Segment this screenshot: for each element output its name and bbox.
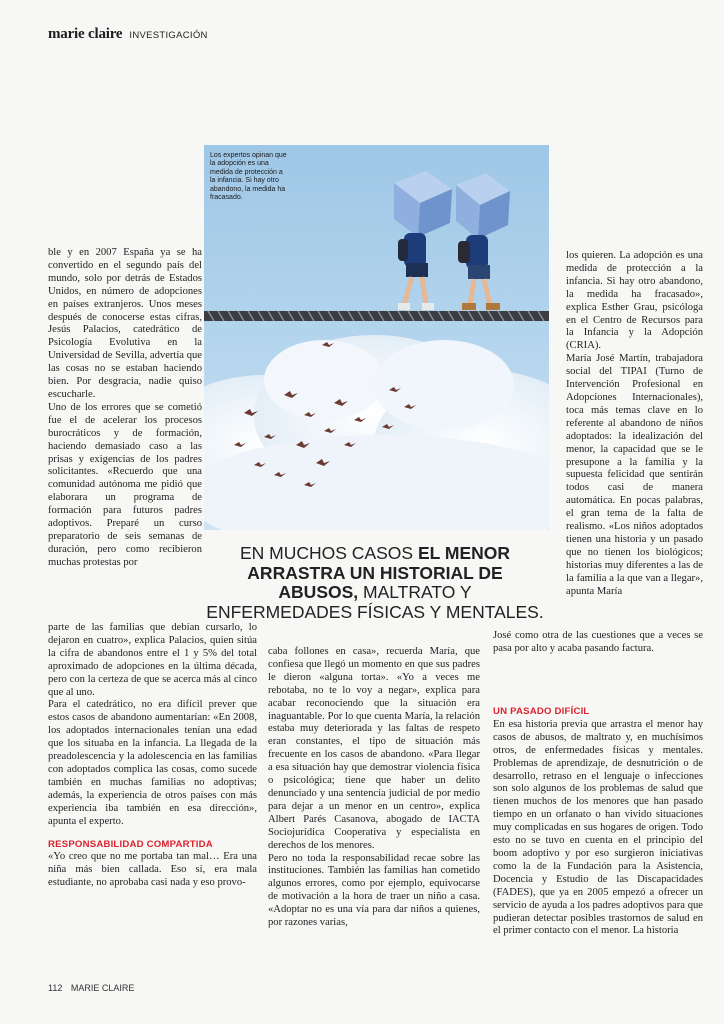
- photo-caption: Los expertos opinan que la adopción es una medida de protección a la infancia. Si hay otro abandono, la medida ha fracasado.: [210, 152, 287, 202]
- column-2: [268, 646, 480, 930]
- page-header: [48, 25, 208, 43]
- column-3-top: [566, 250, 703, 598]
- pull-quote-bold: ARRASTRA UN HISTORIAL DE: [247, 562, 503, 583]
- paragraph: caba follones en casa», recuerda María, que confiesa que llegó un momento en que sus padres le dieron «alguna torta». «Yo a veces me rebotaba, no te lo voy a negar», explica para acabar reconociendo que la situación era inaguantable. Por lo que cuenta María, la relación estaba muy deteriorada y las faltas de respeto eran constantes, el tipo de situación más frecuente en los casos de abandono. «Para llegar a esa situación hay que demostrar violencia física o psicológica; tiene que haber un delito denunciado y una sentencia judicial de por medio para dejar a un menor en un centro», explica Albert Parés Casanova, abogado de IACTA Sociojurídica Cooperativa y especialista en derechos de los menores.: [268, 646, 480, 851]
- paragraph: Para el catedrático, no era difícil prever que estos casos de abandono aumentarían: «En 2008, los adoptados internacionales tenían una edad que los situaba en la infancia. La llegada de la preadolescencia y la adolescencia en las familias con adoptados complica las cosas, como sucede también en muchas familias no adoptivas; además, la experiencia de otros países con más experiencia iba también en esa dirección», apunta el experto.: [48, 699, 257, 827]
- paragraph: Uno de los errores que se cometió fue el de acelerar los procesos burocráticos y de formación, haciendo demasiado caso a las prisas y exigencias de los padres solicitantes. «Recuerdo que una comunidad autónoma me pidió que elaborara un programa de formación para futuros padres adoptivos. Preparé un curso preparatorio de seis semanas de duración, pero como recibieron muchas protestas por: [48, 401, 202, 568]
- pull-quote-bold: ABUSOS,: [278, 582, 359, 602]
- paragraph: «Yo creo que no me portaba tan mal… Era una niña más bien callada. Eso sí, era mala estudiante, no aprobaba casi nada y eso provo-: [48, 851, 257, 889]
- pull-quote-text: ENFERMEDADES FÍSICAS Y MENTALES.: [206, 601, 544, 622]
- paragraph: parte de las familias que debían cursarlo, lo dejaron en cuatro», explica Palacios, quien sitúa la cifra de abandonos entre el 1 y 5% del total aproximado de adopciones en la última década, pero con la certeza de que se acerca más al cinco que al uno.: [48, 622, 257, 698]
- magazine-brand: marie claire: [48, 26, 123, 42]
- photo-children-with-boxes: [204, 145, 549, 530]
- page-number: 112: [48, 983, 63, 993]
- column-3-bottom: [493, 706, 703, 938]
- subheading: RESPONSABILIDAD COMPARTIDA: [48, 838, 213, 850]
- column-3-continuation: [493, 630, 703, 656]
- paragraph: ble y en 2007 España ya se ha convertido en el segundo país del mundo, solo por detrás de Estados Unidos, en número de adopciones en países extranjeros. Unos meses después de conocerse estas cifras, Jesús Palacios, catedrático de Psicología Evolutiva en la Universidad de Sevilla, advertía que las cosas no se estaban haciendo bien. Por desgracia, nadie quiso escucharle.: [48, 247, 202, 400]
- paragraph: los quieren. La adopción es una medida de protección a la infancia. Si hay otro abandono, la medida ha fracasado», explica Esther Grau, psicóloga en el Centro de Recursos para la Infancia y la Adopción (CRIA).: [566, 250, 703, 352]
- paragraph: José como otra de las cuestiones que a veces se pasa por alto y acaba pasando factura.: [493, 630, 703, 654]
- subheading: UN PASADO DIFÍCIL: [493, 706, 590, 717]
- article-photo: [204, 145, 549, 530]
- column-1-bottom: [48, 622, 257, 890]
- pull-quote-text: EN MUCHOS CASOS: [240, 543, 418, 563]
- child-figure-left: [394, 171, 452, 310]
- pull-quote: [200, 544, 550, 622]
- pull-quote-text: MALTRATO Y: [358, 582, 472, 602]
- page-footer: [48, 983, 134, 993]
- footer-magazine: MARIE CLAIRE: [70, 983, 135, 993]
- paragraph: En esa historia previa que arrastra el menor hay casos de abusos, de maltrato y, en muchísimos otros, de enfermedades físicas y mentales. Problemas de aprendizaje, de desnutrición o de desarrollo, retraso en el lenguaje o infecciones son solo algunos de los problemas de salud que tienen muchos de los menores que han pasado tiempo en un orfanato o han vivido situaciones muy complicadas en sus hogares de origen. Todo esto no se tuvo en cuenta en el principio del boom adoptivo y por eso surgieron iniciativas como la de la Fundación para la Asistencia, Docencia y Estudio de las Discapacidades (FADES), que ya en 2005 empezó a ofrecer un servicio de ayuda a los padres adoptivos para que pudieran detectar posibles trastornos de salud en el primer contacto con el menor. La historia: [493, 718, 703, 937]
- child-figure-right: [456, 173, 510, 310]
- section-label: INVESTIGACIÓN: [129, 30, 208, 41]
- pull-quote-bold: EL MENOR: [417, 543, 510, 563]
- paragraph: María José Martín, trabajadora social del TIPAI (Turno de Intervención Profesional en Adopciones Internacionales), toca más temas clave en lo referente al abandono de niños adoptados: la idealización del menor, la capacidad que se le presupone a la familia y la supuesta felicidad que sentirán todos casi de manera automática. En pocas palabras, el gran tema de la falta de realismo. «Los niños adoptados tienen una historia y un pasado que no tienen los biológicos; historias muy diferentes a las de la familia a la que van a llegar», apunta María: [566, 353, 703, 597]
- column-1-top: [48, 247, 202, 570]
- paragraph: Pero no toda la responsabilidad recae sobre las instituciones. También las familias han cometido algunos errores, como por ejemplo, equivocarse de motivación a la hora de traer un niño a casa. «Adoptar no es una vía para dar niños a quienes, por razones varias,: [268, 852, 480, 929]
